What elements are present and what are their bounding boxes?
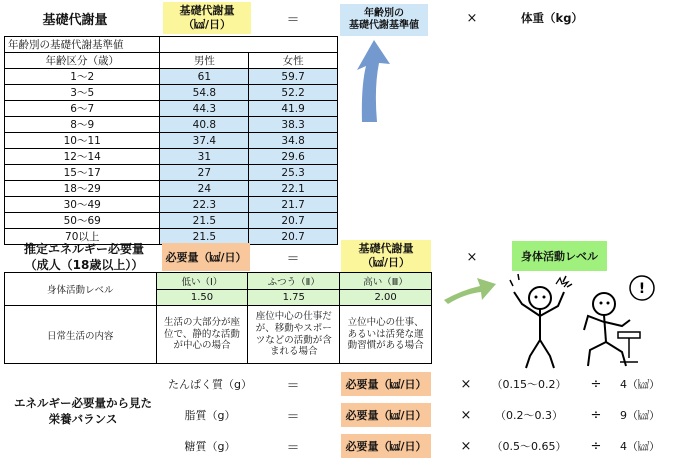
age-cell: 18～29 [5,181,160,197]
female-value-cell: 22.1 [249,181,338,197]
activity-table [4,272,432,364]
table-row [5,181,338,197]
female-value-cell: 20.7 [249,229,338,245]
need-box: 必要量（㎉/日） [341,403,431,427]
up-arrow-blue-icon [352,36,396,124]
female-value-cell: 29.6 [249,149,338,165]
bmr-box-2 [341,240,431,272]
male-value-cell: 37.4 [160,133,249,149]
female-value-cell: 52.2 [249,85,338,101]
male-value-cell: 21.5 [160,213,249,229]
equals-sign: ＝ [286,12,300,28]
times-sign: × [460,376,472,392]
age-cell: 15～17 [5,165,160,181]
header-female: 女性 [249,53,338,69]
age-cell: 12～14 [5,149,160,165]
bmr2-line2: （㎉/日） [361,256,411,269]
equals-sign: ＝ [286,378,300,394]
male-value-cell: 44.3 [160,101,249,117]
eer-label-line1: 推定エネルギー必要量 [23,241,144,256]
header-male: 男性 [160,53,249,69]
age-cell: 1～2 [5,69,160,85]
balance-label-line2: 栄養バランス [48,412,118,426]
times-sign: × [460,407,472,423]
table-row [5,133,338,149]
factor-value: 4（㎉） [620,378,660,391]
male-value-cell: 22.3 [160,197,249,213]
table-row [5,197,338,213]
divide-sign: ÷ [590,438,602,454]
age-reference-box [340,4,428,36]
male-value-cell: 27 [160,165,249,181]
value-normal: 1.75 [248,290,340,306]
female-value-cell: 25.3 [249,165,338,181]
male-value-cell: 24 [160,181,249,197]
age-cell: 10～11 [5,133,160,149]
nutrient-label: たんぱく質（g） [168,378,252,391]
balance-label [8,395,158,429]
value-low: 1.50 [156,290,248,306]
ref-line2: 基礎代謝基準値 [349,20,419,31]
factor-value: 9（㎉） [620,409,660,422]
female-value-cell: 34.8 [249,133,338,149]
male-value-cell: 61 [160,69,249,85]
ref-line1: 年齢別の [364,7,404,19]
need-box: 必要量（㎉/日） [341,434,431,458]
nutrient-label: 糖質（g） [184,440,236,453]
equals-sign-2: ＝ [286,251,300,267]
value-high: 2.00 [340,290,432,306]
age-cell: 8～9 [5,117,160,133]
bmr-box-line2: （㎉/日） [182,18,232,31]
balance-label-line1: エネルギー必要量から見た [14,396,152,411]
factor-value: 4（㎉） [620,440,660,453]
age-cell: 6～7 [5,101,160,117]
bmr2-line1: 基礎代謝量 [358,242,414,256]
male-value-cell: 21.5 [160,229,249,245]
svg-text:!: ! [638,281,646,297]
ratio-value: （0.2～0.3） [495,409,563,422]
female-value-cell: 41.9 [249,101,338,117]
bmr-table-title: 年齢別の基礎代謝基準値 [5,37,160,53]
age-cell: 3～5 [5,85,160,101]
life-content-label: 日常生活の内容 [5,306,157,364]
desc-normal: 座位中心の仕事だが、移動やスポーツなどの活動が含まれる場合 [248,306,340,364]
times-sign: × [466,10,478,26]
bmr-unit-box [163,2,251,34]
age-cell: 50～69 [5,213,160,229]
level-high: 高い（Ⅲ） [340,273,432,290]
times-sign-2: × [466,249,478,265]
ratio-value: （0.5～0.65） [491,440,567,453]
times-sign: × [460,438,472,454]
female-value-cell: 38.3 [249,117,338,133]
table-row [5,213,338,229]
header-age: 年齢区分（歳） [5,53,160,69]
male-value-cell: 40.8 [160,117,249,133]
equals-sign: ＝ [286,440,300,456]
desc-high: 立位中心の仕事、あるいは活発な運動習慣がある場合 [340,306,432,364]
bmr-box-line1: 基礎代謝量 [179,4,235,18]
male-value-cell: 31 [160,149,249,165]
ratio-value: （0.15～0.2） [491,378,567,391]
level-low: 低い（Ⅰ） [156,273,248,290]
need-box: 必要量（㎉/日） [162,243,250,271]
level-normal: ふつう（Ⅱ） [248,273,340,290]
female-value-cell: 20.7 [249,213,338,229]
nutrient-label: 脂質（g） [184,409,236,422]
table-row [5,101,338,117]
table-row [5,85,338,101]
female-value-cell: 59.7 [249,69,338,85]
table-row [5,149,338,165]
age-cell: 70以上 [5,229,160,245]
table-row [5,69,338,85]
activity-row-label: 身体活動レベル [5,273,157,306]
divide-sign: ÷ [590,407,602,423]
eer-label-line2: （成人（18歳以上）） [24,258,144,272]
divide-sign: ÷ [590,376,602,392]
table-row [5,165,338,181]
eer-label [14,240,154,274]
need-box: 必要量（㎉/日） [341,372,431,396]
table-row [5,117,338,133]
up-arrow-green-icon [440,270,498,306]
bmr-table [4,36,338,245]
activity-level-box: 身体活動レベル [512,241,607,271]
age-cell: 30～49 [5,197,160,213]
active-people-illustration [492,270,667,375]
desc-low: 生活の大部分が座位で、静的な活動が中心の場合 [156,306,248,364]
body-weight-label: 体重（kg） [521,11,583,25]
equals-sign: ＝ [286,409,300,425]
female-value-cell: 21.7 [249,197,338,213]
bmr-label: 基礎代謝量 [42,12,108,28]
male-value-cell: 54.8 [160,85,249,101]
